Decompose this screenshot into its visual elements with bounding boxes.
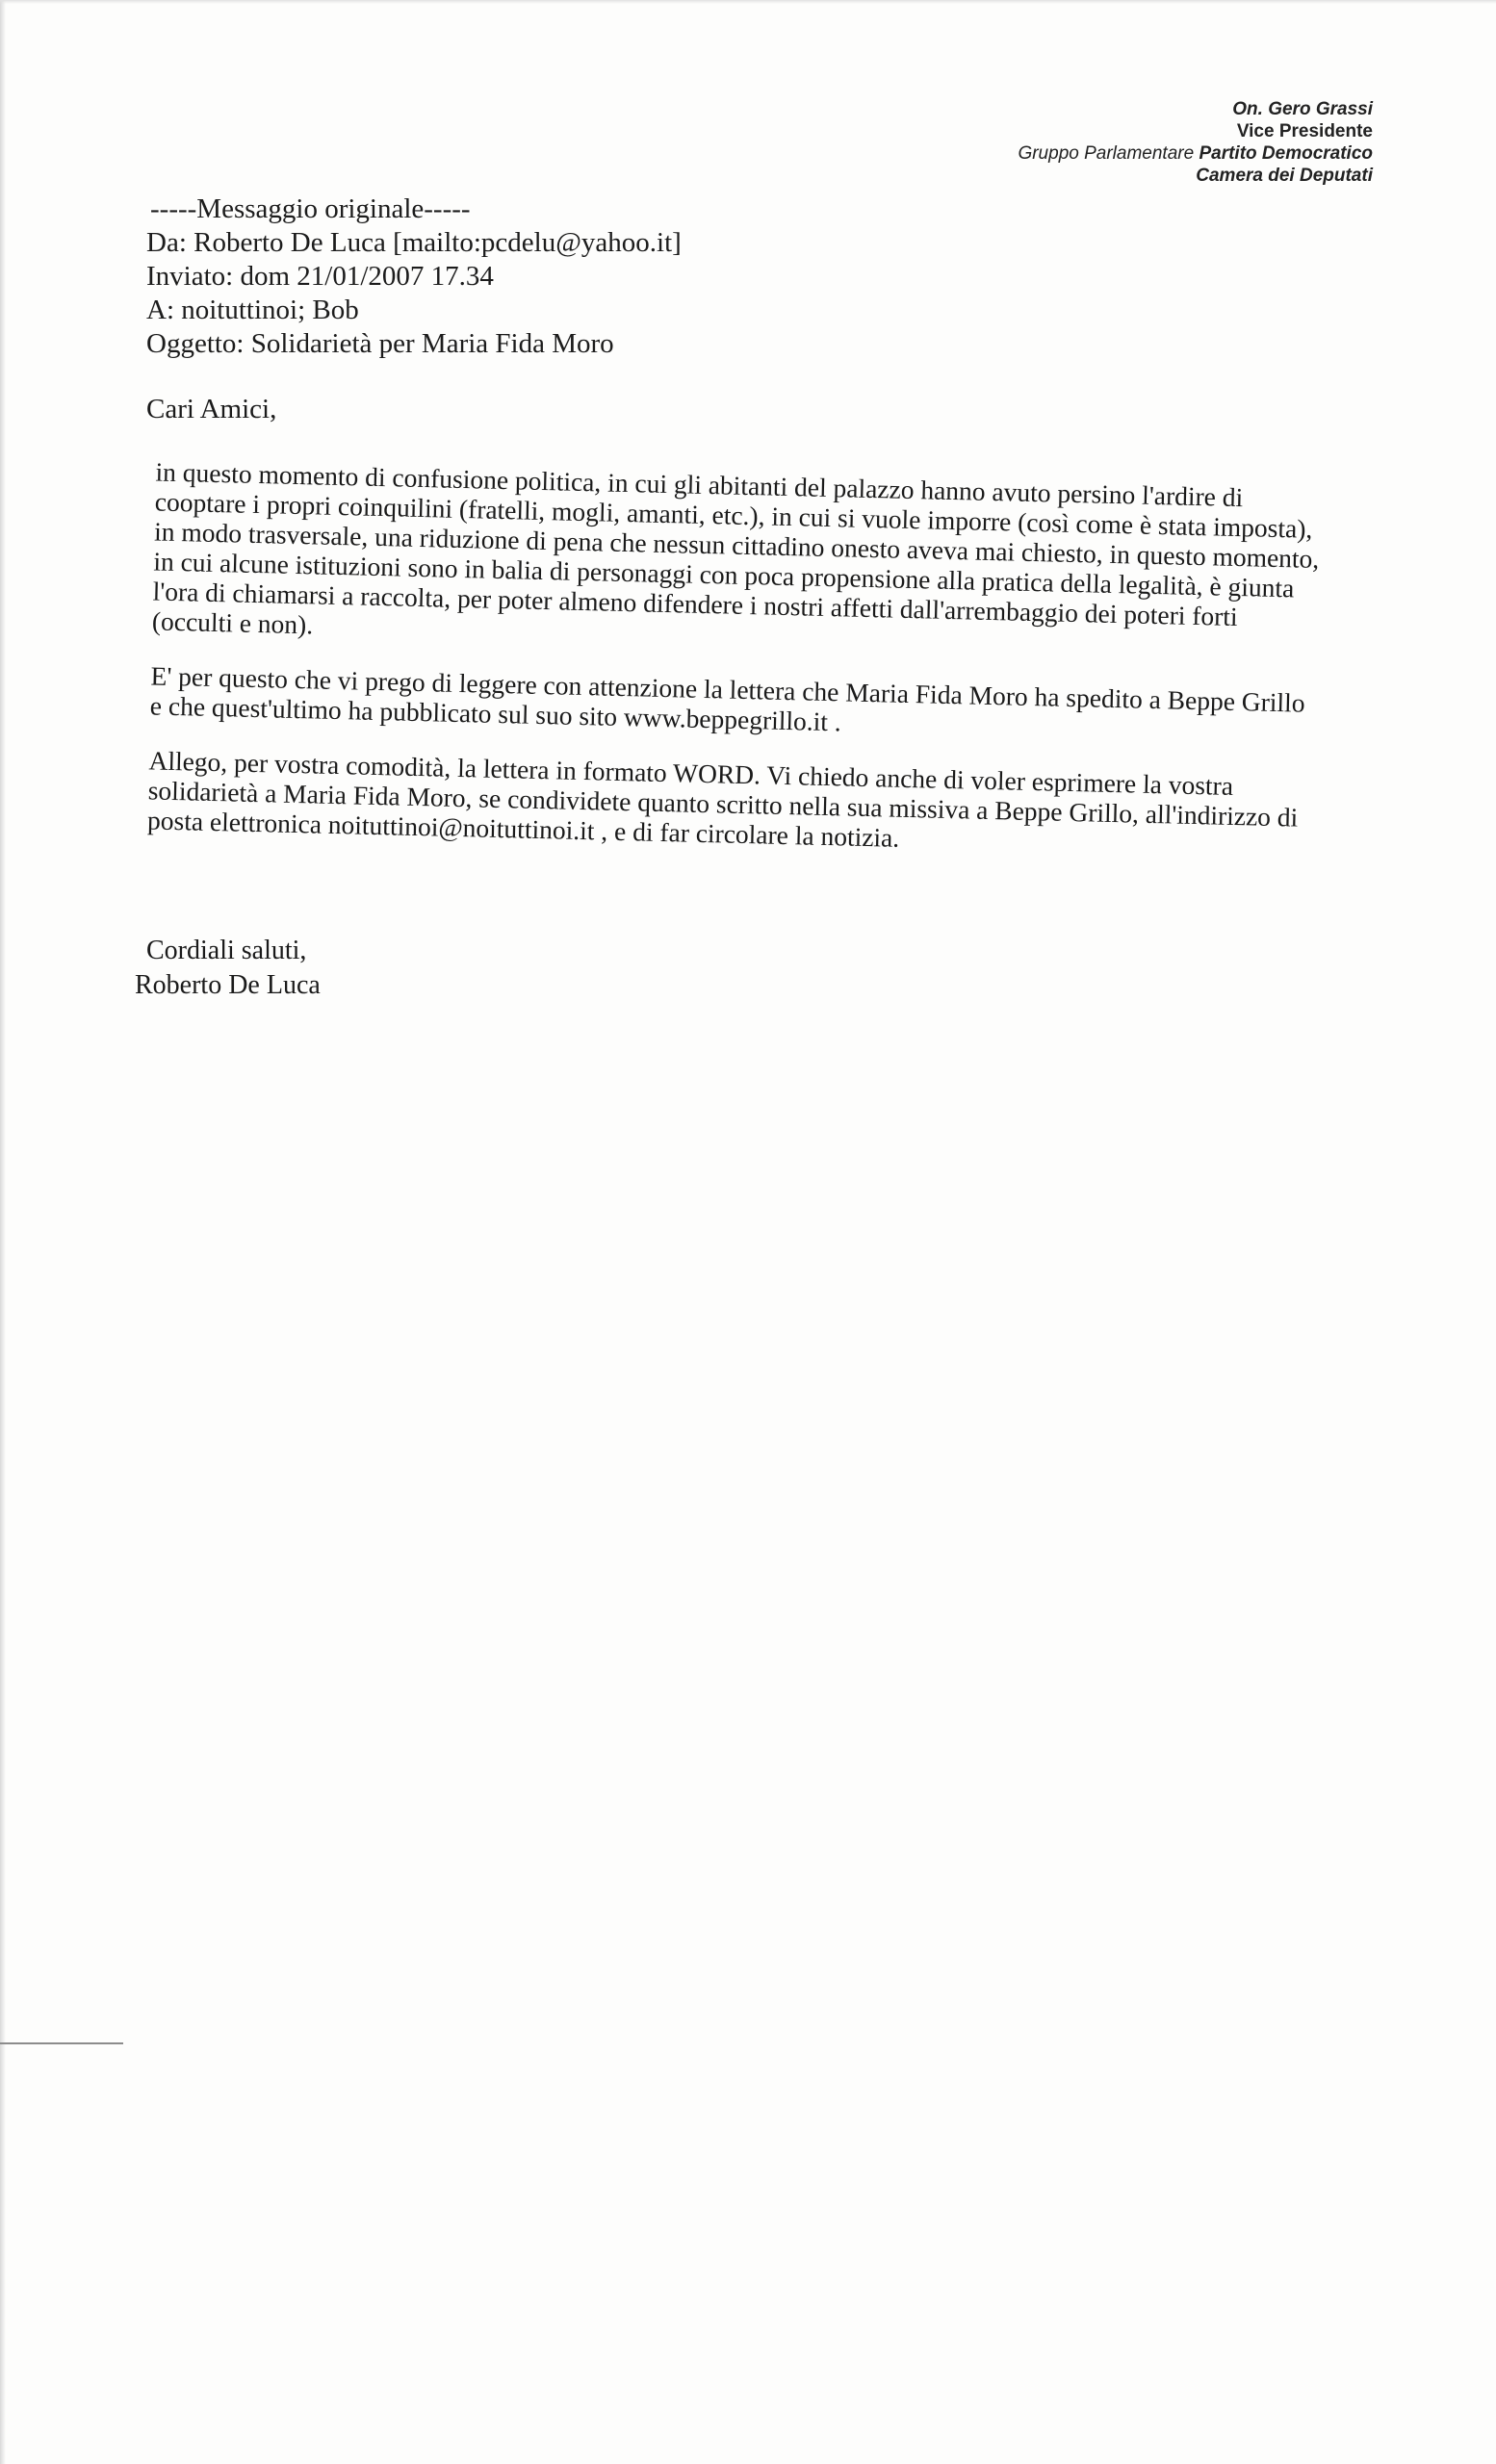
email-from-label: Da: — [146, 227, 187, 258]
email-subject-row — [146, 327, 682, 361]
letterhead-chamber: Camera dei Deputati — [1196, 166, 1373, 186]
letterhead-name: On. Gero Grassi — [1232, 99, 1373, 119]
email-subject-label: Oggetto: — [146, 328, 245, 359]
closing-signature: Roberto De Luca — [135, 970, 321, 1000]
salutation: Cari Amici, — [146, 394, 277, 424]
fold-mark — [0, 2042, 123, 2044]
scan-edge-top — [0, 0, 1496, 4]
email-sent-row — [146, 260, 682, 294]
email-sent-label: Inviato: — [146, 261, 234, 292]
email-subject-value: Solidarietà per Maria Fida Moro — [250, 328, 614, 359]
body-paragraph-2: E' per questo che vi prego di leggere con attenzione la lettera che Maria Fida Moro ha spedito a Beppe Grillo e che quest'ultimo ha pubblicato sul suo sito www.beppegrillo.it . — [149, 660, 1305, 737]
letterhead-group-prefix: Gruppo Parlamentare — [1018, 143, 1199, 164]
email-to-label: A: — [146, 295, 174, 325]
email-to-value: noituttinoi; Bob — [181, 295, 359, 325]
email-separator: -----Messaggio originale----- — [150, 193, 471, 224]
scan-edge-left — [0, 0, 6, 2464]
body-paragraph-3: Allego, per vostra comodità, la lettera in formato WORD. Vi chiedo anche di voler esprimere la vostra solidarietà a Maria Fida Moro, se condividete quanto scritto nella sua missiva a Beppe Grillo, all'indirizzo di posta elettronica noituttinoi@noituttinoi.it , e di far circolare la notizia. — [146, 745, 1299, 853]
email-to-row — [146, 294, 682, 327]
email-sent-value: dom 21/01/2007 17.34 — [240, 261, 494, 292]
closing-greeting: Cordiali saluti, — [146, 936, 307, 965]
letterhead-group-party: Partito Democratico — [1199, 143, 1373, 164]
body-paragraph-1: in questo momento di confusione politica, in cui gli abitanti del palazzo hanno avuto persino l'ardire di cooptare i propri coinquilini (fratelli, mogli, amanti, etc.), in cui si vuole imporre (così come è stata imposta), in modo trasversale, una riduzione di pena che nessun cittadino onesto aveva mai chiesto, in questo momento, in cui alcune istituzioni sono in balia di personaggi con poca propensione alla pratica della legalità, è giunta l'ora di chiamarsi a raccolta, per poter almeno difendere i nostri affetti dall'arrembaggio dei poteri forti (occulti e non). — [151, 456, 1320, 640]
email-from-value: Roberto De Luca [mailto:pcdelu@yahoo.it] — [193, 227, 682, 258]
email-header — [146, 192, 682, 361]
letterhead — [1018, 98, 1373, 187]
letterhead-group — [1018, 142, 1373, 165]
letterhead-role: Vice Presidente — [1236, 121, 1373, 141]
closing — [135, 934, 321, 1003]
letter-body — [125, 456, 1328, 887]
email-from-row — [146, 226, 682, 260]
